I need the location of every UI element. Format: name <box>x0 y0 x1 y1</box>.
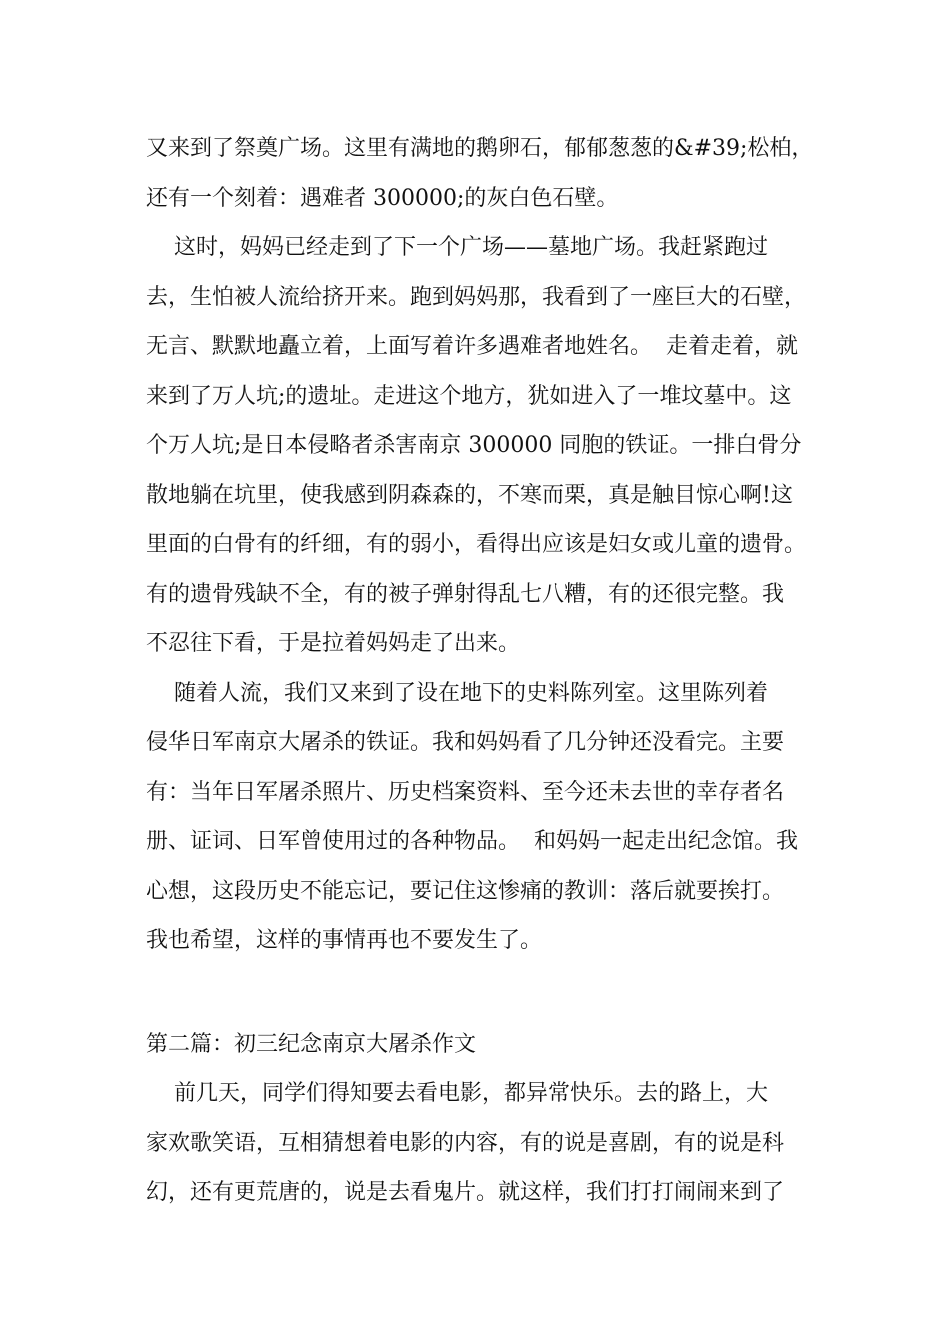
text-line: 个万人坑;是日本侵略者杀害南京 300000 同胞的铁证。一排白骨分 <box>146 433 802 458</box>
text-line: 幻，还有更荒唐的，说是去看鬼片。就这样，我们打打闹闹来到了 <box>146 1180 785 1205</box>
paragraph-spacer <box>146 973 826 1027</box>
section-title: 第二篇：初三纪念南京大屠杀作文 <box>146 1031 477 1057</box>
text-line: 家欢歌笑语，互相猜想着电影的内容，有的说是喜剧，有的说是科 <box>146 1130 785 1156</box>
document-body <box>146 131 826 1225</box>
text-line: 无言、默默地矗立着，上面写着许多遇难者地姓名。 走着走着，就 <box>146 334 798 359</box>
text-line: 有的遗骨残缺不全，有的被子弹射得乱七八糟，有的还很完整。我 <box>146 581 785 607</box>
text-line: 散地躺在坑里，使我感到阴森森的，不寒而栗，真是触目惊心啊!这 <box>146 482 793 508</box>
text-line: 前几天，同学们得知要去看电影，都异常快乐。去的路上，大 <box>146 1081 768 1106</box>
text-line: 我也希望，这样的事情再也不要发生了。 <box>146 928 543 953</box>
paragraph-4 <box>146 1076 826 1225</box>
text-line: 还有一个刻着：遇难者 300000;的灰白色石壁。 <box>146 185 619 211</box>
text-line: 不忍往下看，于是拉着妈妈走了出来。 <box>146 631 521 656</box>
text-line: 有：当年日军屠杀照片、历史档案资料、至今还未去世的幸存者名 <box>146 779 785 805</box>
text-line: 这时，妈妈已经走到了下一个广场——墓地广场。我赶紧跑过 <box>146 235 768 260</box>
paragraph-3 <box>146 676 826 973</box>
text-line: 随着人流，我们又来到了设在地下的史料陈列室。这里陈列着 <box>146 680 768 706</box>
text-line: 侵华日军南京大屠杀的铁证。我和妈妈看了几分钟还没看完。主要 <box>146 730 785 755</box>
text-line: 册、证词、日军曾使用过的各种物品。 和妈妈一起走出纪念馆。我 <box>146 829 798 854</box>
paragraph-2 <box>146 230 826 676</box>
text-line: 来到了万人坑;的遗址。走进这个地方，犹如进入了一堆坟墓中。这 <box>146 383 792 409</box>
text-line: 去，生怕被人流给挤开来。跑到妈妈那，我看到了一座巨大的石壁， <box>146 284 807 310</box>
paragraph-1 <box>146 131 826 230</box>
text-line: 里面的白骨有的纤细，有的弱小，看得出应该是妇女或儿童的遗骨。 <box>146 532 807 557</box>
section-heading <box>146 1027 826 1077</box>
text-line: 心想，这段历史不能忘记，要记住这惨痛的教训：落后就要挨打。 <box>146 878 785 904</box>
text-line: 又来到了祭奠广场。这里有满地的鹅卵石，郁郁葱葱的&#39;松柏， <box>146 136 814 161</box>
